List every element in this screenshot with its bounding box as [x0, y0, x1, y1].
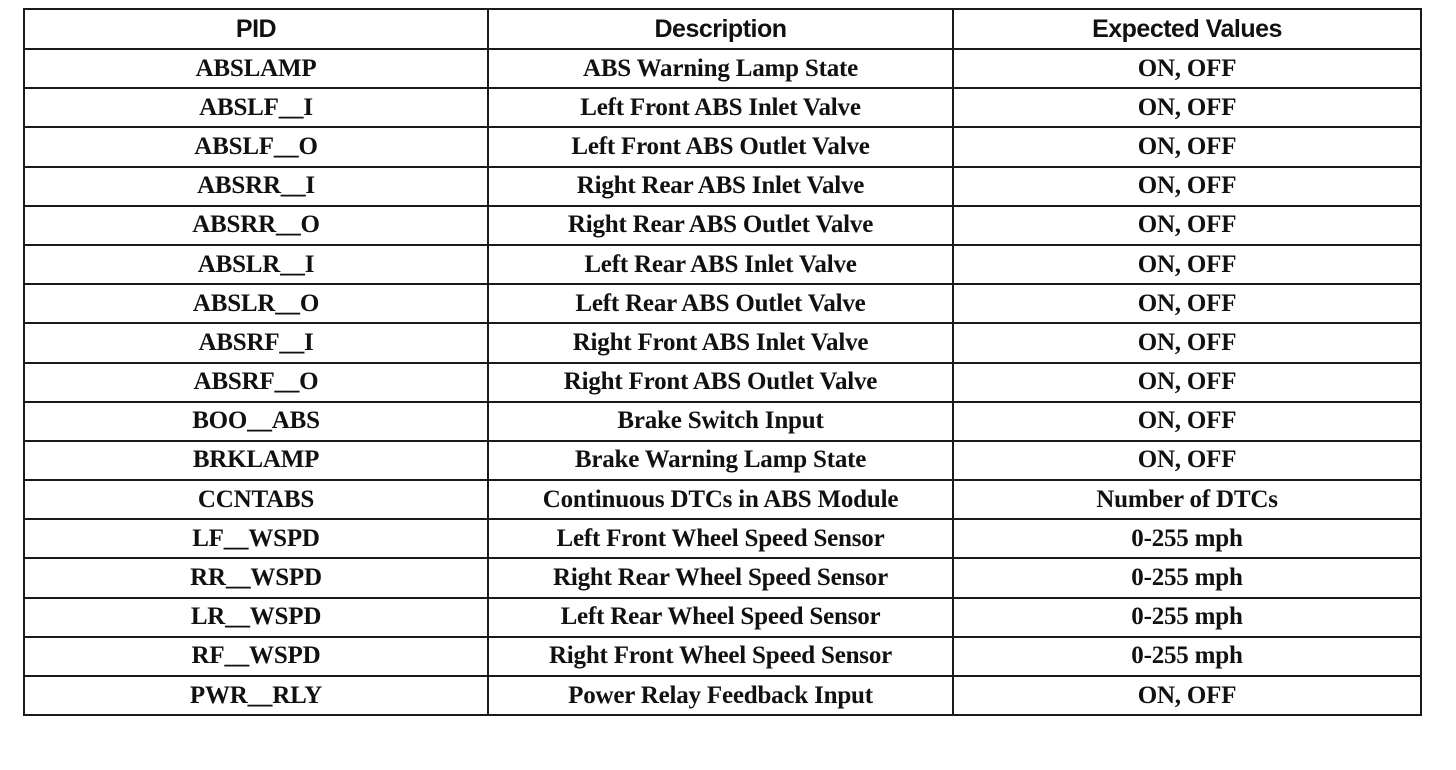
cell-expected-values: Number of DTCs	[953, 480, 1421, 519]
table-row	[24, 519, 1421, 558]
table-row	[24, 480, 1421, 519]
table-row	[24, 363, 1421, 402]
table-row	[24, 558, 1421, 597]
cell-pid: BRKLAMP	[24, 441, 488, 480]
cell-expected-values: ON, OFF	[953, 676, 1421, 715]
table-row	[24, 676, 1421, 715]
header-pid: PID	[24, 9, 488, 49]
cell-description: Left Rear Wheel Speed Sensor	[488, 598, 953, 637]
cell-pid: RR__WSPD	[24, 558, 488, 597]
cell-pid: ABSLR__O	[24, 284, 488, 323]
cell-description: Brake Switch Input	[488, 402, 953, 441]
cell-expected-values: ON, OFF	[953, 88, 1421, 127]
cell-pid: LF__WSPD	[24, 519, 488, 558]
table-row	[24, 49, 1421, 88]
cell-expected-values: 0-255 mph	[953, 637, 1421, 676]
cell-expected-values: ON, OFF	[953, 284, 1421, 323]
table-row	[24, 88, 1421, 127]
table-row	[24, 127, 1421, 166]
table-row	[24, 167, 1421, 206]
table-row	[24, 323, 1421, 362]
cell-description: Power Relay Feedback Input	[488, 676, 953, 715]
cell-pid: ABSLR__I	[24, 245, 488, 284]
cell-description: Right Rear ABS Outlet Valve	[488, 206, 953, 245]
table-row	[24, 206, 1421, 245]
cell-expected-values: ON, OFF	[953, 49, 1421, 88]
cell-expected-values: 0-255 mph	[953, 558, 1421, 597]
cell-description: Right Front Wheel Speed Sensor	[488, 637, 953, 676]
cell-expected-values: ON, OFF	[953, 167, 1421, 206]
cell-description: Left Front Wheel Speed Sensor	[488, 519, 953, 558]
table-header	[24, 9, 1421, 49]
table-body	[24, 49, 1421, 715]
cell-expected-values: ON, OFF	[953, 402, 1421, 441]
cell-description: Left Rear ABS Inlet Valve	[488, 245, 953, 284]
header-expected-values: Expected Values	[953, 9, 1421, 49]
cell-expected-values: 0-255 mph	[953, 519, 1421, 558]
cell-expected-values: ON, OFF	[953, 245, 1421, 284]
cell-description: Brake Warning Lamp State	[488, 441, 953, 480]
cell-description: Left Front ABS Inlet Valve	[488, 88, 953, 127]
pid-table	[23, 8, 1422, 716]
table-row	[24, 284, 1421, 323]
table-row	[24, 441, 1421, 480]
table-row	[24, 598, 1421, 637]
cell-pid: CCNTABS	[24, 480, 488, 519]
cell-expected-values: ON, OFF	[953, 206, 1421, 245]
cell-expected-values: ON, OFF	[953, 441, 1421, 480]
header-row	[24, 9, 1421, 49]
cell-description: Right Rear Wheel Speed Sensor	[488, 558, 953, 597]
table-row	[24, 402, 1421, 441]
cell-expected-values: ON, OFF	[953, 363, 1421, 402]
cell-pid: ABSRF__O	[24, 363, 488, 402]
cell-pid: ABSRR__I	[24, 167, 488, 206]
header-description: Description	[488, 9, 953, 49]
cell-pid: BOO__ABS	[24, 402, 488, 441]
cell-description: ABS Warning Lamp State	[488, 49, 953, 88]
cell-pid: ABSLF__I	[24, 88, 488, 127]
cell-description: Left Rear ABS Outlet Valve	[488, 284, 953, 323]
cell-description: Right Front ABS Inlet Valve	[488, 323, 953, 362]
cell-description: Right Rear ABS Inlet Valve	[488, 167, 953, 206]
cell-expected-values: ON, OFF	[953, 323, 1421, 362]
table-row	[24, 245, 1421, 284]
cell-pid: ABSRR__O	[24, 206, 488, 245]
cell-pid: ABSLAMP	[24, 49, 488, 88]
cell-expected-values: 0-255 mph	[953, 598, 1421, 637]
cell-pid: LR__WSPD	[24, 598, 488, 637]
cell-expected-values: ON, OFF	[953, 127, 1421, 166]
cell-description: Right Front ABS Outlet Valve	[488, 363, 953, 402]
cell-pid: ABSLF__O	[24, 127, 488, 166]
cell-pid: PWR__RLY	[24, 676, 488, 715]
table-row	[24, 637, 1421, 676]
cell-description: Continuous DTCs in ABS Module	[488, 480, 953, 519]
cell-description: Left Front ABS Outlet Valve	[488, 127, 953, 166]
cell-pid: ABSRF__I	[24, 323, 488, 362]
cell-pid: RF__WSPD	[24, 637, 488, 676]
